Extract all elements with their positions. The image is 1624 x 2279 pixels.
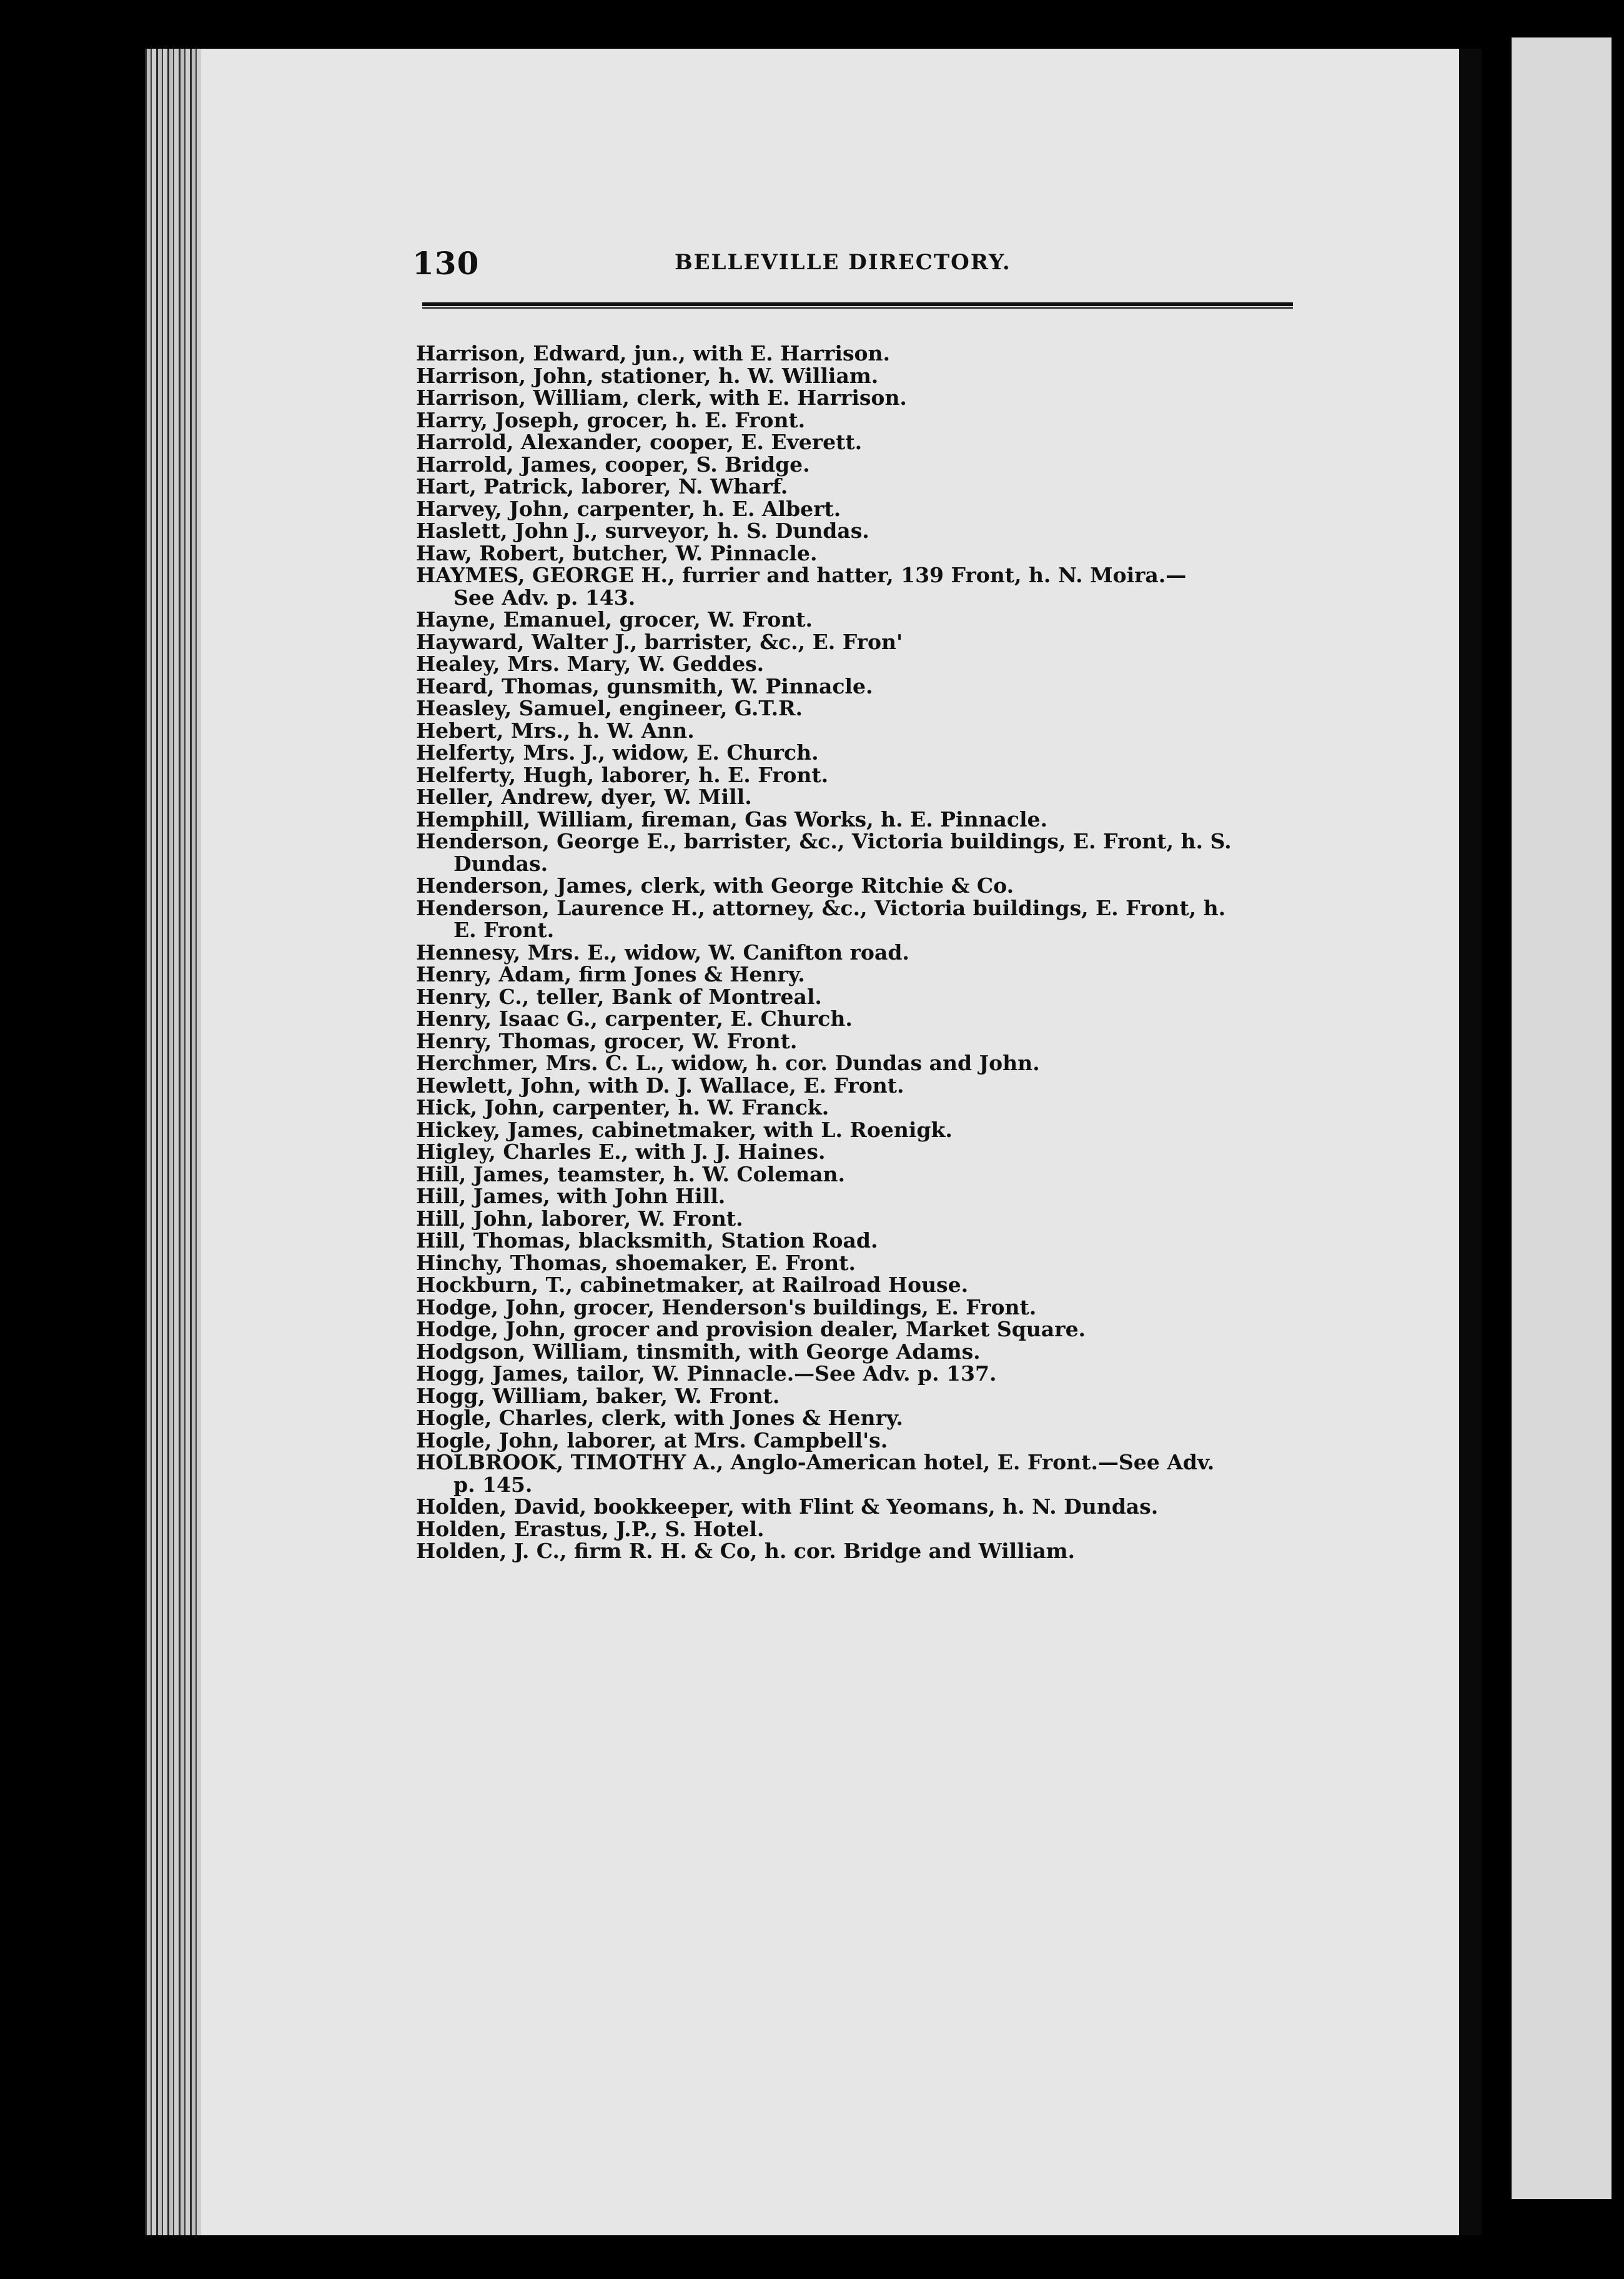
directory-entry: Hart, Patrick, laborer, N. Wharf. (416, 474, 788, 499)
directory-entry-continuation: E. Front. (453, 918, 555, 942)
directory-entry: Hinchy, Thomas, shoemaker, E. Front. (416, 1250, 856, 1275)
directory-entry: Hill, James, with John Hill. (416, 1184, 726, 1208)
directory-entry: Hodge, John, grocer and provision dealer, Market Square. (416, 1317, 1086, 1341)
directory-entry: Harrison, John, stationer, h. W. William. (416, 363, 879, 388)
directory-entry: Harrold, James, cooper, S. Bridge. (416, 452, 810, 477)
directory-entry: Heller, Andrew, dyer, W. Mill. (416, 785, 752, 809)
directory-entry: Henry, Isaac G., carpenter, E. Church. (416, 1006, 853, 1031)
directory-entry: Hogle, Charles, clerk, with Jones & Henry. (416, 1406, 903, 1430)
directory-entry: Hayne, Emanuel, grocer, W. Front. (416, 607, 813, 632)
directory-entry: Herchmer, Mrs. C. L., widow, h. cor. Dundas and John. (416, 1051, 1040, 1075)
directory-entry: Hogg, William, baker, W. Front. (416, 1383, 780, 1408)
running-header (412, 245, 1293, 282)
directory-entry: Hennesy, Mrs. E., widow, W. Canifton road. (416, 940, 909, 965)
directory-entry: Higley, Charles E., with J. J. Haines. (416, 1140, 826, 1164)
directory-entry: Harrold, Alexander, cooper, E. Everett. (416, 430, 863, 454)
directory-entry: Hill, Thomas, blacksmith, Station Road. (416, 1228, 878, 1253)
directory-entry: Holden, Erastus, J.P., S. Hotel. (416, 1516, 765, 1541)
directory-entry: Harry, Joseph, grocer, h. E. Front. (416, 407, 806, 432)
book-title: BELLEVILLE DIRECTORY. (675, 250, 1011, 275)
directory-entry: Hickey, James, cabinetmaker, with L. Roenigk. (416, 1117, 953, 1142)
directory-entry: Hockburn, T., cabinetmaker, at Railroad House. (416, 1273, 969, 1297)
directory-entry: HAYMES, GEORGE H., furrier and hatter, 139 Front, h. N. Moira.— (416, 563, 1187, 587)
directory-entry: Hill, James, teamster, h. W. Coleman. (416, 1161, 846, 1186)
directory-entry: Healey, Mrs. Mary, W. Geddes. (416, 652, 765, 676)
directory-entry: Hebert, Mrs., h. W. Ann. (416, 718, 695, 743)
directory-entry: Harrison, Edward, jun., with E. Harrison. (416, 341, 891, 365)
directory-entry: HOLBROOK, TIMOTHY A., Anglo-American hotel, E. Front.—See Adv. (416, 1450, 1215, 1474)
directory-entry: Heard, Thomas, gunsmith, W. Pinnacle. (416, 673, 873, 698)
header-rule (422, 302, 1293, 309)
directory-entry: Harrison, William, clerk, with E. Harrison. (416, 385, 907, 410)
directory-entry: Helferty, Mrs. J., widow, E. Church. (416, 740, 819, 765)
directory-entry: Henderson, Laurence H., attorney, &c., Victoria buildings, E. Front, h. (416, 895, 1226, 920)
directory-entry-continuation: Dundas. (453, 851, 548, 876)
directory-entry: Hogg, James, tailor, W. Pinnacle.—See Adv. p. 137. (416, 1361, 997, 1386)
directory-entry-continuation: See Adv. p. 143. (453, 585, 636, 610)
directory-entries (416, 342, 1303, 1562)
adjacent-page-edge (1512, 37, 1612, 2199)
directory-entry: Hick, John, carpenter, h. W. Franck. (416, 1095, 829, 1120)
directory-entry: Hogle, John, laborer, at Mrs. Campbell's. (416, 1427, 888, 1452)
directory-entry: Hayward, Walter J., barrister, &c., E. Fron' (416, 629, 903, 654)
directory-entry: Heasley, Samuel, engineer, G.T.R. (416, 696, 803, 720)
page-gutter-shadow (1459, 49, 1482, 2235)
directory-entry: Haw, Robert, butcher, W. Pinnacle. (416, 540, 818, 565)
directory-entry: Henry, Adam, firm Jones & Henry. (416, 962, 805, 986)
directory-entry: Haslett, John J., surveyor, h. S. Dundas. (416, 519, 869, 543)
directory-entry: Henderson, James, clerk, with George Ritchie & Co. (416, 873, 1014, 898)
directory-entry: Hemphill, William, fireman, Gas Works, h. E. Pinnacle. (416, 807, 1048, 832)
directory-entry: Holden, David, bookkeeper, with Flint & Yeomans, h. N. Dundas. (416, 1494, 1159, 1519)
directory-entry: Helferty, Hugh, laborer, h. E. Front. (416, 762, 829, 787)
directory-entry: Hewlett, John, with D. J. Wallace, E. Front. (416, 1073, 904, 1098)
directory-entry: Holden, J. C., firm R. H. & Co, h. cor. Bridge and William. (416, 1539, 1076, 1563)
directory-entry: Hodge, John, grocer, Henderson's buildings, E. Front. (416, 1294, 1037, 1319)
directory-entry: Henry, Thomas, grocer, W. Front. (416, 1028, 798, 1053)
directory-entry: Henderson, George E., barrister, &c., Victoria buildings, E. Front, h. S. (416, 829, 1232, 853)
directory-entry-continuation: p. 145. (453, 1472, 533, 1497)
page-number: 130 (412, 245, 480, 282)
directory-entry: Harvey, John, carpenter, h. E. Albert. (416, 496, 841, 521)
directory-entry: Hodgson, William, tinsmith, with George Adams. (416, 1339, 981, 1364)
directory-entry: Hill, John, laborer, W. Front. (416, 1206, 743, 1231)
directory-entry: Henry, C., teller, Bank of Montreal. (416, 984, 822, 1009)
page-binding-edge (145, 49, 201, 2235)
